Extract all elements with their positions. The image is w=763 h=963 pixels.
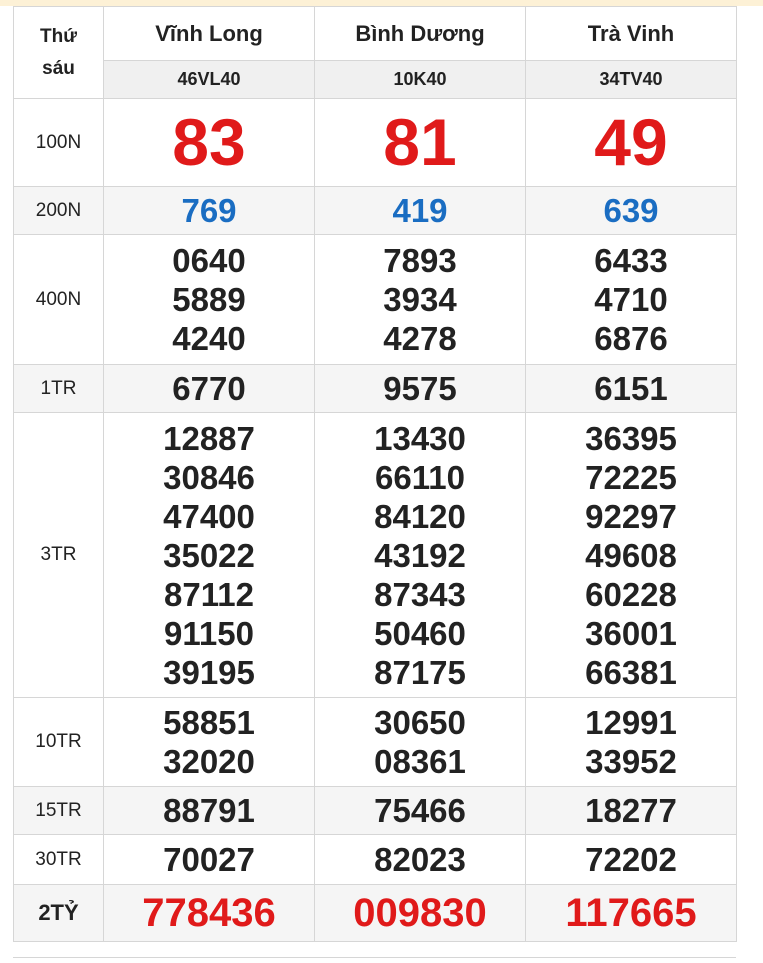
prize-cell <box>315 787 526 835</box>
prize-cell <box>526 413 737 698</box>
prize-label: 400N <box>14 235 104 365</box>
prize-cell <box>526 698 737 787</box>
prize-number: 87343 <box>374 575 466 613</box>
prize-row <box>14 365 737 413</box>
prize-number: 419 <box>392 192 448 229</box>
prize-number: 6876 <box>594 320 668 357</box>
prize-number: 9575 <box>383 370 457 407</box>
prize-cell <box>104 698 315 787</box>
prize-number: 66110 <box>375 458 465 496</box>
prize-row <box>14 413 737 698</box>
prize-number: 6151 <box>594 370 668 407</box>
prize-number: 18277 <box>585 792 677 829</box>
prize-number: 39195 <box>163 653 255 691</box>
prize-label: 30TR <box>14 835 104 885</box>
prize-number: 4240 <box>172 320 246 357</box>
prize-number: 4710 <box>594 281 668 318</box>
prize-cell <box>315 365 526 413</box>
day-cell <box>14 7 104 99</box>
prize-cell <box>315 187 526 235</box>
header-row <box>14 7 737 61</box>
prize-number: 47400 <box>163 497 255 535</box>
prize-cell <box>315 885 526 942</box>
prize-row <box>14 835 737 885</box>
prize-number: 72225 <box>585 458 677 496</box>
prize-number: 0640 <box>172 242 246 279</box>
prize-cell <box>315 235 526 365</box>
ticket-code: 34TV40 <box>526 61 737 99</box>
lottery-results-table <box>13 6 737 942</box>
prize-number: 7893 <box>383 242 457 279</box>
prize-row <box>14 235 737 365</box>
prize-cell <box>315 835 526 885</box>
prize-number: 84120 <box>374 497 466 535</box>
ticket-code: 46VL40 <box>104 61 315 99</box>
prize-number: 13430 <box>374 419 466 457</box>
prize-cell <box>526 99 737 187</box>
prize-cell <box>526 885 737 942</box>
prize-number: 5889 <box>172 281 246 318</box>
prize-number: 81 <box>383 105 457 179</box>
prize-number: 36395 <box>585 419 677 457</box>
prize-cell <box>104 835 315 885</box>
prize-number: 75466 <box>374 792 466 829</box>
prize-number: 87175 <box>374 653 466 691</box>
prize-number: 82023 <box>374 841 466 878</box>
prize-number: 117665 <box>565 890 697 935</box>
prize-cell <box>315 698 526 787</box>
prize-cell <box>104 413 315 698</box>
prize-number: 30846 <box>163 458 255 496</box>
prize-label: 200N <box>14 187 104 235</box>
prize-number: 08361 <box>374 743 466 780</box>
prize-number: 58851 <box>163 704 255 741</box>
prize-number: 32020 <box>163 743 255 780</box>
prize-rows <box>14 99 737 942</box>
prize-row <box>14 698 737 787</box>
prize-number: 778436 <box>142 890 276 935</box>
prize-number: 36001 <box>585 614 677 652</box>
prize-number: 66381 <box>585 653 677 691</box>
prize-row <box>14 787 737 835</box>
day-line2: sáu <box>42 57 75 79</box>
prize-number: 92297 <box>585 497 677 535</box>
ticket-code: 10K40 <box>315 61 526 99</box>
prize-number: 12887 <box>163 419 255 457</box>
prize-number: 50460 <box>374 614 466 652</box>
prize-number: 35022 <box>163 536 255 574</box>
prize-cell <box>104 187 315 235</box>
prize-cell <box>104 787 315 835</box>
prize-number: 72202 <box>585 841 677 878</box>
prize-label: 2TỶ <box>14 885 104 942</box>
prize-number: 43192 <box>374 536 466 574</box>
prize-number: 12991 <box>585 704 677 741</box>
province-vinh-long[interactable]: Vĩnh Long <box>104 7 315 61</box>
prize-number: 49 <box>594 105 668 179</box>
prize-number: 3934 <box>383 281 457 318</box>
prize-label: 100N <box>14 99 104 187</box>
prize-number: 6770 <box>172 370 246 407</box>
prize-row <box>14 187 737 235</box>
prize-cell <box>104 365 315 413</box>
prize-row <box>14 99 737 187</box>
prize-number: 60228 <box>585 575 677 613</box>
prize-cell <box>104 235 315 365</box>
prize-label: 3TR <box>14 413 104 698</box>
prize-number: 009830 <box>353 890 487 935</box>
prize-label: 10TR <box>14 698 104 787</box>
prize-number: 639 <box>603 192 659 229</box>
prize-number: 4278 <box>383 320 457 357</box>
prize-number: 30650 <box>374 704 466 741</box>
prize-label: 1TR <box>14 365 104 413</box>
bottom-divider <box>13 957 736 958</box>
prize-cell <box>315 413 526 698</box>
prize-number: 6433 <box>594 242 668 279</box>
prize-number: 83 <box>172 105 246 179</box>
prize-cell <box>104 885 315 942</box>
code-row <box>14 61 737 99</box>
prize-cell <box>526 787 737 835</box>
prize-cell <box>104 99 315 187</box>
prize-cell <box>526 235 737 365</box>
prize-number: 91150 <box>164 614 254 652</box>
prize-cell <box>526 365 737 413</box>
prize-label: 15TR <box>14 787 104 835</box>
prize-number: 87112 <box>164 575 254 613</box>
prize-row <box>14 885 737 942</box>
prize-cell <box>526 835 737 885</box>
province-tra-vinh[interactable]: Trà Vinh <box>526 7 737 61</box>
prize-cell <box>526 187 737 235</box>
prize-number: 49608 <box>585 536 677 574</box>
prize-number: 769 <box>181 192 237 229</box>
prize-number: 33952 <box>585 743 677 780</box>
prize-number: 88791 <box>163 792 255 829</box>
prize-number: 70027 <box>163 841 255 878</box>
province-binh-duong[interactable]: Bình Dương <box>315 7 526 61</box>
day-line1: Thứ <box>40 25 77 47</box>
prize-cell <box>315 99 526 187</box>
